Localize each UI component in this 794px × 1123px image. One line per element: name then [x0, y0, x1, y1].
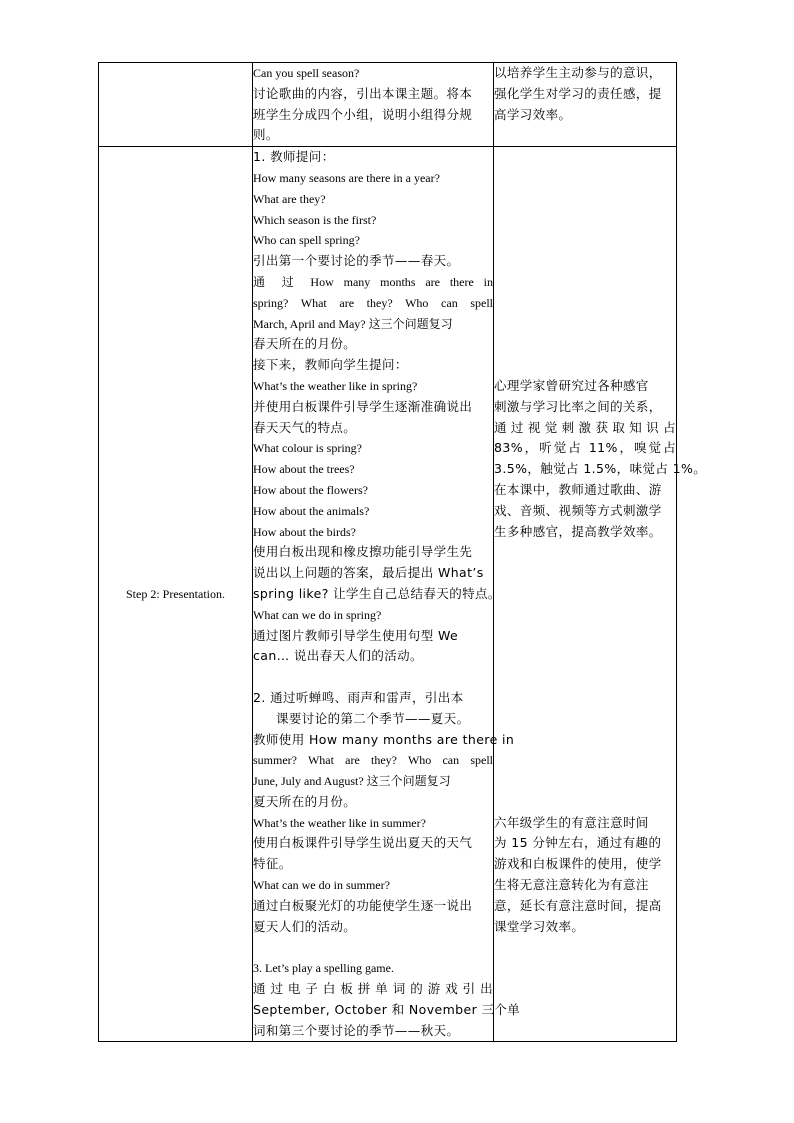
process-line: What colour is spring? — [253, 441, 362, 456]
blank-line — [494, 667, 676, 688]
blank-line — [494, 626, 676, 647]
blank-line — [494, 168, 676, 189]
process-line: March, April and May? 这三个问题复习 — [253, 316, 453, 331]
process-line: What can we do in summer? — [253, 878, 390, 893]
intent-line: 刺激与学习比率之间的关系， — [494, 398, 662, 414]
process-line: 引出第一个要讨论的季节——春天。 — [253, 253, 460, 269]
process-line: spring? What are they? Who can spell — [253, 295, 493, 310]
intent-line: 83%，听觉占 11%，嗅觉占 — [494, 440, 676, 456]
process-line: 夏天所在的月份。 — [253, 793, 357, 809]
blank-line — [494, 293, 676, 314]
process-line: spring like? 让学生自己总结春天的特点。 — [253, 585, 501, 601]
intent-line: 游戏和白板课件的使用，使学 — [494, 856, 662, 872]
process-line: 特征。 — [253, 856, 292, 872]
blank-line — [494, 688, 676, 709]
process-line: 1. 教师提问： — [253, 149, 335, 165]
process-line: 班学生分成四个小组，说明小组得分规 — [253, 106, 473, 122]
blank-line — [253, 937, 493, 958]
process-line: How about the animals? — [253, 503, 370, 518]
blank-line — [494, 792, 676, 813]
process-line: 说出以上问题的答案，最后提出 What’s — [253, 565, 484, 581]
blank-line — [494, 272, 676, 293]
blank-line — [494, 542, 676, 563]
intent-line: 通过视觉刺激获取知识占 — [494, 419, 676, 435]
process-line: 讨论歌曲的内容，引出本课主题。将本 — [253, 85, 473, 101]
blank-line — [494, 563, 676, 584]
intent-line: 生将无意注意转化为有意注 — [494, 877, 649, 893]
blank-line — [494, 314, 676, 335]
process-line: 使用白板出现和橡皮擦功能引导学生先 — [253, 544, 473, 560]
process-line: Can you spell season? — [253, 66, 360, 80]
intent-line: 生多种感官，提高教学效率。 — [494, 523, 662, 539]
blank-line — [494, 646, 676, 667]
process-line: 则。 — [253, 127, 279, 143]
process-line: 2. 通过听蝉鸣、雨声和雷声，引出本 — [253, 689, 464, 705]
process-line: Which season is the first? — [253, 212, 377, 227]
process-line: 夏天人们的活动。 — [253, 918, 357, 934]
blank-line — [494, 750, 676, 771]
step-cell-empty — [99, 63, 253, 147]
intent-line: 3.5%，触觉占 1.5%，味觉占 1%。 — [494, 461, 707, 477]
blank-line — [494, 730, 676, 751]
blank-line — [494, 355, 676, 376]
process-line: 通 过 How many months are there in — [253, 274, 493, 289]
lesson-plan-table — [98, 62, 707, 1042]
blank-line — [494, 251, 676, 272]
intent-line: 高学习效率。 — [494, 106, 572, 122]
process-line: June, July and August? 这三个问题复习 — [253, 774, 451, 789]
process-line: 3. Let’s play a spelling game. — [253, 961, 394, 976]
blank-line — [494, 147, 676, 168]
process-line: What are they? — [253, 191, 326, 206]
process-line: How about the birds? — [253, 524, 356, 539]
blank-line — [494, 605, 676, 626]
process-line: can… 说出春天人们的活动。 — [253, 648, 423, 664]
step-label: Step 2: Presentation. — [99, 147, 253, 1042]
process-line: 接下来，教师向学生提问： — [253, 357, 408, 373]
process-line: 通过电子白板拼单词的游戏引出 — [253, 981, 493, 997]
process-line: 通过图片教师引导学生使用句型 We — [253, 627, 459, 643]
blank-line — [494, 771, 676, 792]
intent-line: 强化学生对学习的责任感，提 — [494, 85, 662, 101]
process-line: 词和第三个要讨论的季节——秋天。 — [253, 1022, 460, 1038]
process-line: How about the trees? — [253, 462, 355, 477]
intent-line: 在本课中，教师通过歌曲、游 — [494, 481, 662, 497]
process-cell — [253, 147, 521, 1042]
process-line: How about the flowers? — [253, 482, 368, 497]
process-line: 课要讨论的第二个季节——夏天。 — [276, 710, 470, 726]
intent-line: 课堂学习效率。 — [494, 918, 585, 934]
table-row — [99, 63, 677, 147]
blank-line — [494, 584, 676, 605]
process-line: September, October 和 November 三个单 — [253, 1001, 521, 1017]
process-cell — [253, 63, 494, 147]
process-line: Who can spell spring? — [253, 233, 360, 248]
process-line: What’s the weather like in spring? — [253, 378, 418, 393]
intent-line: 以培养学生主动参与的意识， — [494, 65, 662, 80]
intent-cell — [494, 63, 677, 147]
intent-line: 为 15 分钟左右，通过有趣的 — [494, 835, 662, 851]
blank-line — [494, 709, 676, 730]
intent-line: 六年级学生的有意注意时间 — [494, 814, 649, 830]
process-line: 使用白板课件引导学生说出夏天的天气 — [253, 835, 473, 851]
process-line: summer? What are they? Who can spell — [253, 753, 493, 768]
blank-line — [494, 210, 676, 231]
process-line: What can we do in spring? — [253, 607, 382, 622]
blank-line — [253, 667, 493, 688]
intent-cell — [494, 147, 707, 1042]
process-line: 教师使用 How many months are there in — [253, 731, 515, 747]
blank-line — [494, 189, 676, 210]
intent-line: 意，延长有意注意时间，提高 — [494, 897, 662, 913]
process-line: 春天天气的特点。 — [253, 419, 357, 435]
intent-line: 戏、音频、视频等方式刺激学 — [494, 502, 662, 518]
blank-line — [494, 230, 676, 251]
table-row — [99, 147, 677, 1042]
process-line: How many seasons are there in a year? — [253, 170, 440, 185]
process-line: 春天所在的月份。 — [253, 336, 357, 352]
blank-line — [494, 334, 676, 355]
process-line: 通过白板聚光灯的功能使学生逐一说出 — [253, 897, 473, 913]
process-line: What’s the weather like in summer? — [253, 815, 426, 830]
intent-line: 心理学家曾研究过各种感官 — [494, 377, 649, 393]
process-line: 并使用白板课件引导学生逐渐准确说出 — [253, 398, 473, 414]
